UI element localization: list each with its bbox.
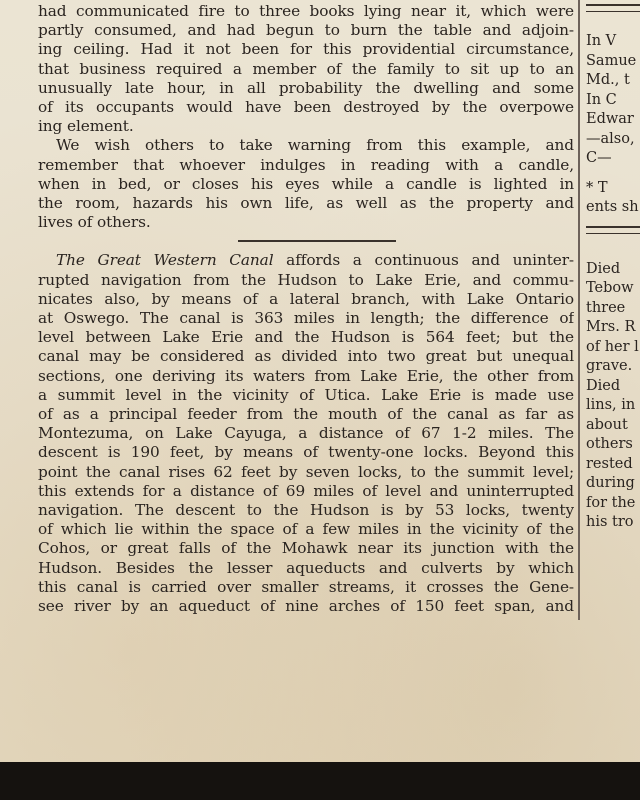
text-line: —also,	[586, 130, 635, 147]
text-line: Edwar	[586, 111, 634, 127]
text-line: a summit level in the vicinity of Utica. Lake Erie is made use	[38, 385, 574, 404]
spacer	[586, 169, 640, 179]
double-rule	[586, 4, 640, 12]
text-line: had communicated fire to three books lying near it, which were	[38, 2, 574, 20]
text-line: navigation. The descent to the Hudson is by 53 locks, twenty	[38, 501, 574, 520]
text-line: ents sh	[586, 199, 639, 215]
text-line: descent is 190 feet, by means of twenty-one locks. Beyond this	[38, 443, 574, 462]
text-line: three	[586, 299, 626, 316]
spacer	[586, 16, 640, 32]
text-line: grave.	[586, 358, 633, 374]
text-line	[38, 251, 574, 270]
text-line: of her l	[586, 338, 639, 355]
double-rule	[586, 226, 640, 234]
text-line: when in bed, or closes his eyes while a candle is lighted in	[38, 174, 574, 193]
text-line: of which lie within the space of a few miles in the vicinity of the	[38, 520, 574, 539]
text-line: Md., t	[586, 72, 630, 88]
text-line: * T	[586, 179, 608, 196]
scan-background-edge	[0, 762, 640, 800]
text-line: about	[586, 416, 628, 433]
text-line: this extends for a distance of 69 miles of level and uninterrupted	[38, 481, 574, 500]
text-line: canal may be considered as divided into two great but unequal	[38, 347, 574, 366]
text-line: Died	[586, 260, 621, 277]
text-line: Died	[586, 377, 621, 394]
text-line: sections, one deriving its waters from Lake Erie, the other from	[38, 366, 574, 385]
text-line: this canal is carried over smaller streams, it crosses the Gene-	[38, 577, 574, 596]
text-line: unusually late hour, in all probability the dwelling and some	[38, 78, 574, 97]
text-line: Samue	[586, 52, 637, 69]
adjacent-column-fragment	[586, 0, 640, 533]
text-fragment: affords a continuous and uninter-	[273, 251, 574, 270]
text-line: Cohos, or great falls of the Mohawk near its junction with the	[38, 539, 574, 558]
main-text-column	[38, 2, 574, 616]
text-line: Montezuma, on Lake Cayuga, a distance of 67 1-2 miles. The	[38, 424, 574, 443]
article-title: The Great Western Canal	[56, 251, 274, 270]
text-line: point the canal rises 62 feet by seven locks, to the summit level;	[38, 462, 574, 481]
text-line: for the	[586, 494, 636, 511]
text-line: rupted navigation from the Hudson to Lake Erie, and commu-	[38, 270, 574, 289]
text-line: others	[586, 436, 633, 452]
text-line: ing element.	[38, 117, 134, 136]
text-line: his tro	[586, 514, 634, 530]
text-line: level between Lake Erie and the Hudson is 564 feet; but the	[38, 328, 574, 347]
text-line: Mrs. R	[586, 319, 636, 335]
column-divider-rule	[578, 0, 580, 620]
text-line: In C	[586, 91, 617, 108]
text-line: see river by an aqueduct of nine arches of 150 feet span, and	[38, 597, 574, 616]
text-line: during	[586, 475, 635, 491]
text-line: ing ceiling. Had it not been for this providential circumstance,	[38, 40, 574, 59]
text-line: rested	[586, 455, 633, 472]
text-line: remember that whoever indulges in reading with a candle,	[38, 155, 574, 174]
text-line: Tebow	[586, 280, 634, 296]
text-line: the room, hazards his own life, as well as the property and	[38, 194, 574, 213]
fire-article	[38, 2, 574, 232]
text-line: nicates also, by means of a lateral branch, with Lake Ontario	[38, 289, 574, 308]
text-line: of as a principal feeder from the mouth of the canal as far as	[38, 405, 574, 424]
text-line: In V	[586, 33, 617, 49]
text-line: at Oswego. The canal is 363 miles in length; the difference of	[38, 309, 574, 328]
canal-article	[38, 251, 574, 616]
text-line: We wish others to take warning from this example, and	[56, 136, 574, 155]
text-line: Hudson. Besides the lesser aqueducts and culverts by which	[38, 558, 574, 577]
text-line: lins, in	[586, 397, 636, 413]
text-line: of its occupants would have been destroyed by the overpowe	[38, 98, 574, 117]
text-line: lives of others.	[38, 213, 151, 232]
article-separator-rule	[238, 240, 396, 242]
text-line: partly consumed, and had begun to burn the table and adjoin-	[38, 21, 574, 40]
text-line: that business required a member of the family to sit up to an	[38, 59, 574, 78]
text-line: C—	[586, 150, 612, 166]
